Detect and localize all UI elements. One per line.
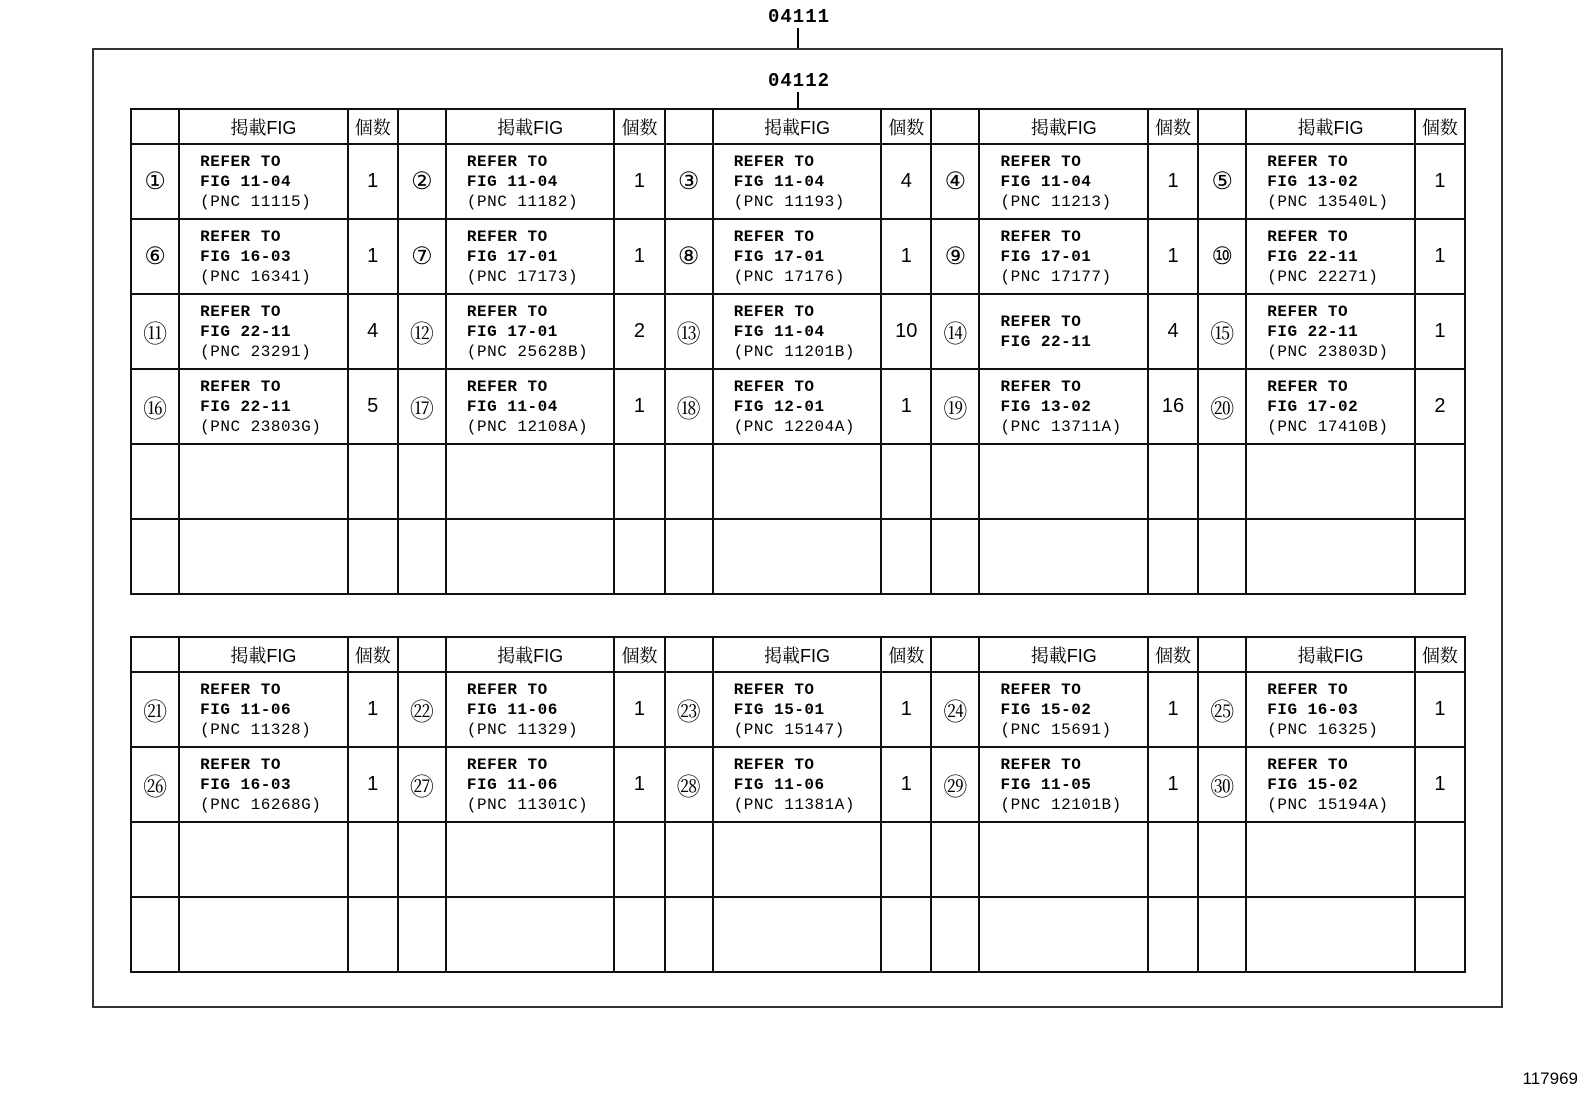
header-qty: 個数 (614, 109, 664, 144)
quantity: 1 (614, 369, 664, 444)
fig-number: FIG 17-01 (466, 247, 558, 266)
empty-cell (398, 897, 446, 972)
fig-number: FIG 15-01 (733, 700, 825, 719)
quantity: 10 (881, 294, 931, 369)
quantity: 5 (348, 369, 398, 444)
item-number: ⑭ (931, 294, 979, 369)
pnc-number: (PNC 11301C) (466, 795, 589, 814)
fig-number: FIG 11-04 (200, 172, 292, 191)
item-number: ⑮ (1198, 294, 1246, 369)
quantity: 2 (1415, 369, 1465, 444)
header-fig: 掲載FIG (713, 109, 882, 144)
figure-reference (446, 369, 615, 444)
item-number: ㉖ (131, 747, 179, 822)
quantity: 1 (881, 219, 931, 294)
empty-cell (931, 519, 979, 594)
item-number: ⑨ (931, 219, 979, 294)
figure-reference (713, 672, 882, 747)
pnc-number: (PNC 17176) (733, 267, 845, 286)
empty-cell (614, 897, 664, 972)
empty-cell (665, 444, 713, 519)
empty-cell (131, 897, 179, 972)
empty-cell (979, 897, 1148, 972)
quantity: 4 (881, 144, 931, 219)
empty-cell (398, 822, 446, 897)
fig-number: FIG 11-06 (733, 775, 825, 794)
pnc-number: (PNC 17173) (466, 267, 579, 286)
empty-cell (931, 897, 979, 972)
figure-reference (446, 144, 615, 219)
refer-to-text: REFER TO (466, 302, 548, 321)
empty-cell (179, 822, 348, 897)
quantity: 1 (1148, 672, 1198, 747)
reference-table-1 (130, 108, 1466, 595)
fig-number: FIG 11-06 (466, 775, 558, 794)
header-fig: 掲載FIG (446, 637, 615, 672)
empty-cell (979, 519, 1148, 594)
document-id: 117969 (1522, 1069, 1578, 1088)
refer-to-text: REFER TO (733, 755, 815, 774)
empty-cell (1148, 444, 1198, 519)
header-fig: 掲載FIG (713, 637, 882, 672)
quantity: 1 (881, 672, 931, 747)
empty-cell (179, 897, 348, 972)
fig-number: FIG 15-02 (1000, 700, 1092, 719)
empty-cell (131, 519, 179, 594)
empty-cell (881, 822, 931, 897)
quantity: 4 (1148, 294, 1198, 369)
outer-leader-line (797, 28, 799, 48)
header-index-cell (131, 109, 179, 144)
pnc-number: (PNC 11213) (1000, 192, 1112, 211)
figure-reference (713, 144, 882, 219)
quantity: 1 (1148, 219, 1198, 294)
empty-cell (179, 519, 348, 594)
pnc-number: (PNC 11381A) (733, 795, 855, 814)
fig-number: FIG 11-04 (466, 172, 558, 191)
fig-number: FIG 17-02 (1267, 397, 1359, 416)
item-number: ④ (931, 144, 979, 219)
empty-cell (881, 897, 931, 972)
pnc-number: (PNC 13540L) (1267, 192, 1389, 211)
pnc-number: (PNC 23803D) (1267, 342, 1389, 361)
empty-cell (931, 822, 979, 897)
header-qty: 個数 (1148, 109, 1198, 144)
empty-cell (713, 444, 882, 519)
empty-cell (1148, 519, 1198, 594)
figure-reference (179, 219, 348, 294)
empty-cell (398, 444, 446, 519)
pnc-number: (PNC 15691) (1000, 720, 1112, 739)
empty-cell (1148, 822, 1198, 897)
empty-cell (665, 519, 713, 594)
fig-number: FIG 11-05 (1000, 775, 1092, 794)
quantity: 1 (1415, 294, 1465, 369)
empty-cell (931, 444, 979, 519)
empty-cell (614, 822, 664, 897)
header-index-cell (131, 637, 179, 672)
empty-cell (179, 444, 348, 519)
refer-to-text: REFER TO (1267, 302, 1349, 321)
header-qty: 個数 (348, 109, 398, 144)
reference-table-2 (130, 636, 1466, 973)
fig-number: FIG 11-04 (1000, 172, 1092, 191)
empty-cell (979, 822, 1148, 897)
item-number: ㉑ (131, 672, 179, 747)
header-fig: 掲載FIG (979, 109, 1148, 144)
figure-reference (979, 294, 1148, 369)
pnc-number: (PNC 15194A) (1267, 795, 1389, 814)
figure-reference (179, 747, 348, 822)
fig-number: FIG 22-11 (200, 322, 292, 341)
item-number: ㉕ (1198, 672, 1246, 747)
empty-cell (881, 519, 931, 594)
quantity: 1 (614, 219, 664, 294)
pnc-number: (PNC 23803G) (200, 417, 322, 436)
empty-cell (1198, 519, 1246, 594)
refer-to-text: REFER TO (1267, 227, 1349, 246)
item-number: ⑦ (398, 219, 446, 294)
refer-to-text: REFER TO (733, 302, 815, 321)
item-number: ㉙ (931, 747, 979, 822)
header-qty: 個数 (1415, 109, 1465, 144)
figure-reference (179, 672, 348, 747)
item-number: ⑲ (931, 369, 979, 444)
header-index-cell (1198, 637, 1246, 672)
pnc-number: (PNC 16325) (1267, 720, 1379, 739)
header-fig: 掲載FIG (179, 637, 348, 672)
quantity: 1 (1415, 144, 1465, 219)
pnc-number: (PNC 17177) (1000, 267, 1112, 286)
empty-cell (1246, 519, 1415, 594)
empty-cell (348, 519, 398, 594)
item-number: ㉗ (398, 747, 446, 822)
fig-number: FIG 11-04 (733, 172, 825, 191)
table-row (131, 672, 1465, 747)
header-index-cell (1198, 109, 1246, 144)
empty-cell (1198, 444, 1246, 519)
item-number: ㉘ (665, 747, 713, 822)
header-fig: 掲載FIG (1246, 637, 1415, 672)
header-fig: 掲載FIG (979, 637, 1148, 672)
pnc-number: (PNC 11328) (200, 720, 312, 739)
table-row (131, 444, 1465, 519)
figure-reference (979, 219, 1148, 294)
pnc-number: (PNC 11193) (733, 192, 845, 211)
table-header-row (131, 637, 1465, 672)
fig-number: FIG 15-02 (1267, 775, 1359, 794)
refer-to-text: REFER TO (1000, 312, 1082, 331)
empty-cell (665, 897, 713, 972)
quantity: 1 (881, 747, 931, 822)
header-qty: 個数 (881, 109, 931, 144)
item-number: ⑰ (398, 369, 446, 444)
empty-cell (1148, 897, 1198, 972)
empty-cell (1415, 444, 1465, 519)
figure-reference (1246, 294, 1415, 369)
empty-cell (1246, 444, 1415, 519)
figure-reference (179, 144, 348, 219)
pnc-number: (PNC 11182) (466, 192, 579, 211)
table-row (131, 897, 1465, 972)
fig-number: FIG 11-04 (466, 397, 558, 416)
item-number: ㉚ (1198, 747, 1246, 822)
figure-reference (179, 369, 348, 444)
figure-reference (979, 144, 1148, 219)
quantity: 16 (1148, 369, 1198, 444)
header-index-cell (931, 109, 979, 144)
item-number: ⑳ (1198, 369, 1246, 444)
table-row (131, 519, 1465, 594)
item-number: ⑩ (1198, 219, 1246, 294)
refer-to-text: REFER TO (466, 227, 548, 246)
empty-cell (348, 822, 398, 897)
refer-to-text: REFER TO (733, 377, 815, 396)
table-row (131, 144, 1465, 219)
pnc-number: (PNC 12101B) (1000, 795, 1122, 814)
fig-number: FIG 22-11 (200, 397, 292, 416)
quantity: 1 (614, 747, 664, 822)
quantity: 1 (348, 219, 398, 294)
refer-to-text: REFER TO (466, 152, 548, 171)
refer-to-text: REFER TO (1267, 680, 1349, 699)
item-number: ㉒ (398, 672, 446, 747)
refer-to-text: REFER TO (200, 680, 281, 699)
refer-to-text: REFER TO (1000, 377, 1082, 396)
figure-reference (446, 747, 615, 822)
item-number: ⑯ (131, 369, 179, 444)
refer-to-text: REFER TO (1000, 680, 1082, 699)
fig-number: FIG 11-04 (733, 322, 825, 341)
fig-number: FIG 22-11 (1000, 332, 1092, 351)
quantity: 1 (1148, 144, 1198, 219)
empty-cell (1246, 822, 1415, 897)
quantity: 2 (614, 294, 664, 369)
pnc-number: (PNC 25628B) (466, 342, 589, 361)
quantity: 1 (1415, 747, 1465, 822)
empty-cell (1198, 822, 1246, 897)
fig-number: FIG 22-11 (1267, 322, 1359, 341)
refer-to-text: REFER TO (466, 377, 548, 396)
table-header-row (131, 109, 1465, 144)
pnc-number: (PNC 15147) (733, 720, 845, 739)
empty-cell (713, 897, 882, 972)
pnc-number: (PNC 23291) (200, 342, 312, 361)
fig-number: FIG 12-01 (733, 397, 825, 416)
pnc-number: (PNC 16341) (200, 267, 312, 286)
refer-to-text: REFER TO (466, 755, 548, 774)
refer-to-text: REFER TO (200, 755, 281, 774)
empty-cell (446, 897, 615, 972)
pnc-number: (PNC 11115) (200, 192, 312, 211)
quantity: 1 (348, 672, 398, 747)
fig-number: FIG 17-01 (1000, 247, 1092, 266)
refer-to-text: REFER TO (200, 377, 281, 396)
fig-number: FIG 11-06 (466, 700, 558, 719)
empty-cell (713, 519, 882, 594)
fig-number: FIG 16-03 (200, 247, 292, 266)
item-number: ⑫ (398, 294, 446, 369)
pnc-number: (PNC 16268G) (200, 795, 322, 814)
header-qty: 個数 (614, 637, 664, 672)
figure-reference (979, 747, 1148, 822)
pnc-number: (PNC 11329) (466, 720, 579, 739)
header-qty: 個数 (1415, 637, 1465, 672)
empty-cell (348, 444, 398, 519)
fig-number: FIG 13-02 (1267, 172, 1359, 191)
refer-to-text: REFER TO (1267, 755, 1349, 774)
empty-cell (614, 519, 664, 594)
header-index-cell (931, 637, 979, 672)
empty-cell (1415, 822, 1465, 897)
item-number: ⑧ (665, 219, 713, 294)
table-row (131, 822, 1465, 897)
assembly-label-inner: 04112 (768, 70, 831, 92)
fig-number: FIG 13-02 (1000, 397, 1092, 416)
figure-reference (713, 369, 882, 444)
item-number: ㉓ (665, 672, 713, 747)
inner-leader-line (797, 92, 799, 108)
refer-to-text: REFER TO (200, 152, 281, 171)
table-row (131, 219, 1465, 294)
header-qty: 個数 (1148, 637, 1198, 672)
empty-cell (665, 822, 713, 897)
quantity: 1 (348, 747, 398, 822)
header-index-cell (665, 637, 713, 672)
figure-reference (1246, 369, 1415, 444)
refer-to-text: REFER TO (1000, 152, 1082, 171)
table-row (131, 294, 1465, 369)
item-number: ③ (665, 144, 713, 219)
figure-reference (713, 294, 882, 369)
empty-cell (398, 519, 446, 594)
quantity: 1 (348, 144, 398, 219)
header-qty: 個数 (881, 637, 931, 672)
quantity: 1 (614, 144, 664, 219)
refer-to-text: REFER TO (200, 302, 281, 321)
header-index-cell (665, 109, 713, 144)
figure-reference (446, 219, 615, 294)
empty-cell (1246, 897, 1415, 972)
fig-number: FIG 22-11 (1267, 247, 1359, 266)
quantity: 1 (614, 672, 664, 747)
quantity: 1 (1148, 747, 1198, 822)
refer-to-text: REFER TO (466, 680, 548, 699)
header-fig: 掲載FIG (446, 109, 615, 144)
figure-reference (1246, 747, 1415, 822)
table-row (131, 369, 1465, 444)
empty-cell (713, 822, 882, 897)
refer-to-text: REFER TO (733, 152, 815, 171)
item-number: ② (398, 144, 446, 219)
empty-cell (446, 444, 615, 519)
figure-reference (446, 672, 615, 747)
header-index-cell (398, 637, 446, 672)
empty-cell (1198, 897, 1246, 972)
figure-reference (979, 672, 1148, 747)
assembly-label-outer: 04111 (768, 6, 831, 28)
refer-to-text: REFER TO (1267, 377, 1349, 396)
figure-reference (446, 294, 615, 369)
empty-cell (1415, 897, 1465, 972)
table-row (131, 747, 1465, 822)
empty-cell (446, 519, 615, 594)
figure-reference (1246, 672, 1415, 747)
empty-cell (446, 822, 615, 897)
item-number: ⑪ (131, 294, 179, 369)
item-number: ⑥ (131, 219, 179, 294)
figure-reference (713, 219, 882, 294)
header-fig: 掲載FIG (179, 109, 348, 144)
pnc-number: (PNC 22271) (1267, 267, 1379, 286)
header-fig: 掲載FIG (1246, 109, 1415, 144)
figure-reference (1246, 144, 1415, 219)
fig-number: FIG 16-03 (1267, 700, 1359, 719)
refer-to-text: REFER TO (200, 227, 281, 246)
quantity: 1 (1415, 219, 1465, 294)
figure-reference (713, 747, 882, 822)
item-number: ① (131, 144, 179, 219)
quantity: 1 (1415, 672, 1465, 747)
pnc-number: (PNC 11201B) (733, 342, 855, 361)
fig-number: FIG 17-01 (466, 322, 558, 341)
item-number: ⑱ (665, 369, 713, 444)
empty-cell (881, 444, 931, 519)
figure-reference (1246, 219, 1415, 294)
refer-to-text: REFER TO (733, 680, 815, 699)
header-index-cell (398, 109, 446, 144)
empty-cell (131, 822, 179, 897)
quantity: 4 (348, 294, 398, 369)
figure-reference (179, 294, 348, 369)
pnc-number: (PNC 12204A) (733, 417, 855, 436)
refer-to-text: REFER TO (1000, 227, 1082, 246)
item-number: ⑬ (665, 294, 713, 369)
fig-number: FIG 11-06 (200, 700, 292, 719)
quantity: 1 (881, 369, 931, 444)
empty-cell (1415, 519, 1465, 594)
empty-cell (979, 444, 1148, 519)
item-number: ⑤ (1198, 144, 1246, 219)
empty-cell (131, 444, 179, 519)
figure-reference (979, 369, 1148, 444)
refer-to-text: REFER TO (733, 227, 815, 246)
empty-cell (614, 444, 664, 519)
pnc-number: (PNC 17410B) (1267, 417, 1389, 436)
refer-to-text: REFER TO (1000, 755, 1082, 774)
fig-number: FIG 16-03 (200, 775, 292, 794)
pnc-number: (PNC 12108A) (466, 417, 589, 436)
header-qty: 個数 (348, 637, 398, 672)
item-number: ㉔ (931, 672, 979, 747)
fig-number: FIG 17-01 (733, 247, 825, 266)
refer-to-text: REFER TO (1267, 152, 1349, 171)
pnc-number: (PNC 13711A) (1000, 417, 1122, 436)
empty-cell (348, 897, 398, 972)
